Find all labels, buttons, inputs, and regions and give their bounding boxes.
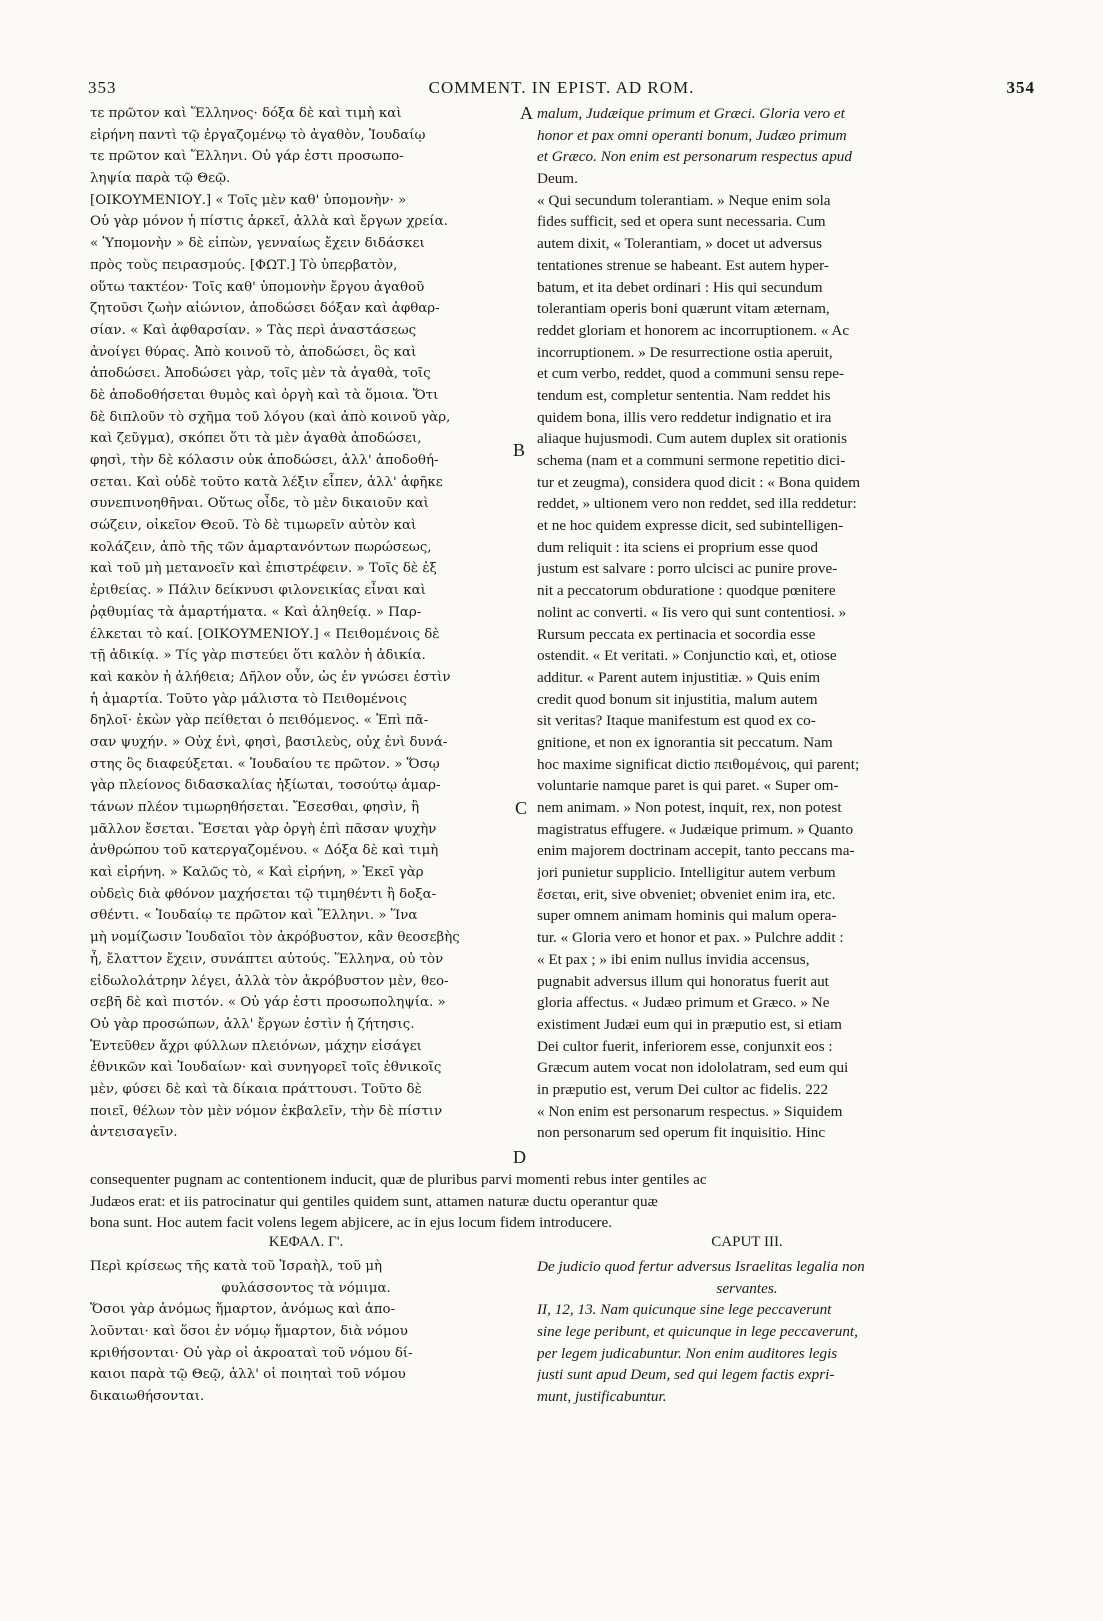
- text-line: ῥᾳθυμίας τὰ ἁμαρτήματα. « Καὶ ἀληθείᾳ. » Παρ-: [90, 604, 422, 620]
- text-line: συνεπινοηθῆναι. Οὕτως οἶδε, τὸ μὲν δικαιοῦν καὶ: [90, 496, 429, 512]
- text-line: σεται. Καὶ οὐδὲ τοῦτο κατὰ λέξιν εἶπεν, ἀλλ' ἀφῆκε: [90, 474, 443, 490]
- text-line: στης ὃς διαφεύξεται. « Ἰουδαίου τε πρῶτον. » Ὅσῳ: [90, 756, 440, 772]
- text-line: sit veritas? Itaque manifestum est quod ex co-: [537, 712, 816, 730]
- text-line: et cum verbo, reddet, quod a communi sensu repe-: [537, 365, 845, 383]
- text-line: ἐριθείας. » Πάλιν δείκνυσι φιλονεικίας εἶναι καὶ: [90, 583, 426, 599]
- text-line: τε πρῶτον καὶ Ἕλληνι. Οὐ γάρ ἐστι προσωπο-: [90, 149, 404, 165]
- text-line: Græcum autem vocat non idololatram, sed eum qui: [537, 1059, 849, 1077]
- text-line: δὲ διπλοῦν τὸ σχῆμα τοῦ λόγου (καὶ ἀπὸ κοινοῦ γὰρ,: [90, 409, 451, 425]
- text-line: ζητοῦσι ζωὴν αἰώνιον, ἀποδώσει δόξαν καὶ ἀφθαρ-: [90, 301, 440, 317]
- text-line: τε πρῶτον καὶ Ἕλληνος· δόξα δὲ καὶ τιμὴ καὶ: [90, 106, 402, 121]
- text-line: έλκεται τὸ καί. [ΟΙΚΟΥΜΕΝΙΟΥ.] « Πειθομένοις δὲ: [90, 626, 440, 642]
- text-line: « Et pax ; » ibi enim nullus invidia accensus,: [537, 950, 810, 968]
- text-line: « Ὑπομονὴν » δὲ εἰπὼν, γενναίως ἔχειν διδάσκει: [90, 236, 425, 252]
- text-line: καὶ εἰρήνη. » Καλῶς τὸ, « Καὶ εἰρήνη, » Ἐκεῖ γὰρ: [90, 865, 424, 881]
- text-line: existiment Judæi eum qui in præputio est, si etiam: [537, 1015, 842, 1033]
- text-line: καὶ κακὸν ἡ ἀλήθεια; Δῆλον οὖν, ὡς ἐν γνώσει ἐστὶν: [90, 669, 451, 685]
- text-line: γὰρ πλείονος διδασκαλίας ἠξίωται, τοσούτῳ ἁμαρ-: [90, 778, 441, 794]
- text-line: nit a peccatorum obduratione : quodque pœnitere: [537, 582, 836, 600]
- greek-chapter-text: [90, 1256, 522, 1408]
- text-line: ἀντεισαγεῖν.: [90, 1125, 178, 1141]
- text-line: in præputio est, verum Dei cultor ac fidelis. 222: [537, 1080, 829, 1098]
- text-line: φυλάσσοντος τὰ νόμιμα.: [221, 1280, 391, 1296]
- text-line: et Græco. Non enim est personarum respectus apud: [537, 148, 852, 166]
- text-line: σίαν. « Καὶ ἀφθαρσίαν. » Τὰς περὶ ἀναστάσεως: [90, 322, 417, 338]
- text-line: justum est salvare : porro ulcisci ac punire prove-: [537, 560, 838, 578]
- text-line: voluntarie namque paret is qui paret. « Super om-: [537, 777, 839, 795]
- text-line: Deum.: [537, 170, 578, 188]
- text-line: tendum est, completur sententia. Nam reddet his: [537, 386, 831, 404]
- text-line: Περὶ κρίσεως τῆς κατὰ τοῦ Ἰσραὴλ, τοῦ μὴ: [90, 1259, 383, 1274]
- text-line: καὶ ζεῦγμα), σκόπει ὅτι τὰ μὲν ἀγαθὰ ἀποδώσει,: [90, 431, 422, 447]
- text-line: καὶ τοῦ μὴ μετανοεῖν καὶ ἐπιστρέφειν. » Τοῖς δὲ ἐξ: [90, 561, 437, 577]
- text-line: credit quod bonum sit injustitia, malum autem: [537, 690, 818, 708]
- text-line: reddet gloriam et honorem ac incorruptionem. « Ac: [537, 321, 850, 339]
- text-line: ἀνοίγει θύρας. Ἀπὸ κοινοῦ τὸ, ἀποδώσει, ὃς καὶ: [90, 344, 417, 360]
- chapter-heading-latin: CAPUT III.: [711, 1234, 783, 1250]
- text-line: enim majorem doctrinam accepit, tanto peccans ma-: [537, 842, 855, 860]
- full-width-paragraph: [90, 1169, 960, 1234]
- text-line: Rursum peccata ex pertinacia et socordia esse: [537, 625, 816, 643]
- text-line: De judicio quod fertur adversus Israelitas legalia non: [537, 1258, 865, 1275]
- text-line: « Qui secundum tolerantiam. » Neque enim sola: [537, 191, 831, 209]
- text-line: οὐδεὶς διὰ φθόνον μαχήσεται τῷ τιμηθέντι ἢ δοξα-: [90, 886, 437, 902]
- text-line: ἀνθρώπου τοῦ κατεργαζομένου. « Δόξα δὲ καὶ τιμὴ: [90, 843, 439, 859]
- text-line: per legem judicabuntur. Non enim auditores legis: [537, 1344, 838, 1362]
- latin-chapter-text: [537, 1256, 957, 1408]
- text-line: bona sunt. Hoc autem facit volens legem abjicere, ac in ejus locum fidem introducere.: [90, 1214, 613, 1232]
- text-line: magistratus effugere. « Judæique primum. » Quanto: [537, 820, 854, 838]
- text-line: ποιεῖ, θέλων τὸν μὲν νόμον ἐκβαλεῖν, τὴν δὲ πίστιν: [90, 1103, 443, 1119]
- text-line: consequenter pugnam ac contentionem inducit, quæ de pluribus parvi momenti rebus inter gentiles ac: [90, 1171, 707, 1188]
- text-line: tolerantiam operis boni quærunt vitam æternam,: [537, 300, 830, 318]
- text-line: σώζειν, οἰκεῖον Θεοῦ. Τὸ δὲ τιμωρεῖν αὐτὸν καὶ: [90, 518, 417, 534]
- text-line: κριθήσονται· Οὐ γὰρ οἱ ἀκροαταὶ τοῦ νόμου δί-: [90, 1345, 413, 1361]
- text-line: jori punietur supplicio. Intelligitur autem verbum: [537, 864, 836, 882]
- page-number-left: 353: [88, 78, 117, 97]
- text-line: μὲν, φύσει δὲ καὶ τὰ δίκαια πράττουσι. Τοῦτο δὲ: [90, 1081, 422, 1097]
- text-line: sine lege peribunt, et quicunque in lege peccaverunt,: [537, 1323, 858, 1341]
- text-line: tur et zeugma), considera quod dicit : « Bona quidem: [537, 473, 861, 491]
- text-line: ληψία παρὰ τῷ Θεῷ.: [90, 171, 231, 187]
- section-marker-a: A: [520, 103, 533, 123]
- text-line: non personarum sed operum fit inquisitio. Hinc: [537, 1124, 826, 1142]
- text-line: nem animam. » Non potest, inquit, rex, non potest: [537, 799, 842, 816]
- text-line: καιοι παρὰ τῷ Θεῷ, ἀλλ' οἱ ποιηταὶ τοῦ νόμου: [90, 1367, 406, 1383]
- text-line: δὲ ἀποδοθήσεται θυμὸς καὶ ὀργὴ καὶ τὰ ὅμοια. Ὅτι: [90, 387, 439, 403]
- text-line: δικαιωθήσονται.: [90, 1389, 205, 1405]
- text-line: malum, Judæique primum et Græci. Gloria vero et: [537, 105, 845, 122]
- running-header: [88, 78, 1035, 104]
- text-line: σθέντι. « Ἰουδαίῳ τε πρῶτον καὶ Ἕλληνι. » Ἵνα: [90, 908, 418, 924]
- text-line: Οὐ γὰρ μόνον ἡ πίστις ἀρκεῖ, ἀλλὰ καὶ ἔργων χρεία.: [90, 214, 448, 230]
- text-line: φησὶ, τὴν δὲ κόλασιν οὐκ ἀποδώσει, ἀλλ' ἀποδοθή-: [90, 453, 439, 468]
- text-line: tur. « Gloria vero et honor et pax. » Pulchre addit :: [537, 929, 844, 947]
- text-line: [ΟΙΚΟΥΜΕΝΙΟΥ.] « Τοῖς μὲν καθ' ὑπομονὴν· »: [90, 192, 407, 208]
- text-line: ἐθνικῶν καὶ Ἰουδαίων· καὶ συνηγορεῖ τοῖς ἐθνικοῖς: [90, 1060, 442, 1076]
- text-line: Judæos erat: et iis patrocinatur qui gentiles quidem sunt, attamen naturæ ductu operantur quæ: [90, 1192, 658, 1210]
- text-line: II, 12, 13. Nam quicunque sine lege peccaverunt: [537, 1301, 832, 1319]
- section-marker-b: B: [513, 440, 526, 460]
- text-line: pugnabit adversus illum qui honoratus fuerit aut: [537, 972, 829, 990]
- text-line: μὴ νομίζωσιν Ἰουδαῖοι τὸν ἀκρόβυστον, κἂν θεοσεβὴς: [90, 930, 460, 946]
- text-line: δηλοῖ· ἑκὼν γὰρ πείθεται ὁ πειθόμενος. « Ἐπὶ πᾶ-: [90, 713, 429, 729]
- section-marker-c: C: [515, 798, 528, 818]
- text-line: tentationes strenue se habeant. Est autem hyper-: [537, 256, 829, 274]
- text-line: gloria affectus. « Judæo primum et Græco. » Ne: [537, 994, 830, 1012]
- text-line: additur. « Parent autem injustitiæ. » Quis enim: [537, 668, 821, 686]
- text-line: munt, justificabuntur.: [537, 1388, 667, 1406]
- text-line: Ἐντεῦθεν ἄχρι φύλλων πλειόνων, μάχην εἰσάγει: [90, 1038, 422, 1054]
- text-line: πρὸς τοὺς πειρασμούς. [ΦΩΤ.] Τὸ ὑπερβατὸν,: [90, 257, 398, 273]
- text-line: hoc maxime significat dictio πειθομένοις, qui parent;: [537, 755, 860, 773]
- running-title: COMMENT. IN EPIST. AD ROM.: [428, 78, 695, 97]
- text-line: quidem bona, illis vero reddetur indignatio et ira: [537, 408, 832, 426]
- text-line: ostendit. « Et veritati. » Conjunctio καὶ, et, otiose: [537, 647, 837, 665]
- text-line: σαν ψυχήν. » Οὐχ ἑνὶ, φησὶ, βασιλεὺς, οὐχ ἑνὶ δυνά-: [90, 734, 448, 750]
- latin-column: [537, 103, 957, 1144]
- text-line: μᾶλλον ἔσεται. Ἔσεται γὰρ ὀργὴ ἐπὶ πᾶσαν ψυχὴν: [90, 821, 437, 837]
- text-line: super omnem animam hominis qui malum opera-: [537, 907, 837, 925]
- text-line: ἔσεται, erit, sive obveniet; obveniet enim ira, etc.: [537, 885, 836, 903]
- text-line: reddet, » ultionem vero non reddet, sed illa reddetur:: [537, 495, 857, 513]
- text-line: τῇ ἀδικίᾳ. » Τίς γὰρ πιστεύει ὅτι καλὸν ἡ ἀδικία.: [90, 648, 426, 664]
- greek-column: [90, 103, 522, 1144]
- text-line: et ne hoc quidem expresse dicit, sed subintelligen-: [537, 517, 844, 535]
- text-line: schema (nam et a communi sermone repetitio dici-: [537, 452, 846, 469]
- text-line: τάνων πλέον τιμωρηθήσεται. Ἔσεσθαι, φησὶν, ἢ: [90, 800, 420, 815]
- text-line: fides sufficit, sed et opera sunt necessaria. Cum: [537, 213, 826, 231]
- text-line: justi sunt apud Deum, sed qui legem factis expri-: [537, 1366, 835, 1384]
- text-line: batum, et ita debet ordinari : His qui secundum: [537, 278, 823, 296]
- chapter-heading-greek: ΚΕΦΑΛ. Γ'.: [268, 1234, 344, 1250]
- text-line: honor et pax omni operanti bonum, Judæo primum: [537, 126, 847, 144]
- text-line: ἀποδώσει. Ἀποδώσει γὰρ, τοῖς μὲν τὰ ἀγαθὰ, τοῖς: [90, 366, 431, 382]
- text-line: Ὅσοι γὰρ ἀνόμως ἥμαρτον, ἀνόμως καὶ ἀπο-: [90, 1302, 396, 1318]
- text-line: κολάζειν, ἀπὸ τῆς τῶν ἁμαρτανόντων πωρώσεως,: [90, 539, 432, 555]
- text-line: nolint ac converti. « Iis vero qui sunt contentiosi. »: [537, 603, 847, 621]
- text-line: σεβῆ δὲ καὶ πιστόν. « Οὐ γάρ ἐστι προσωποληψία. »: [90, 995, 446, 1011]
- text-line: ἡ ἁμαρτία. Τοῦτο γὰρ μάλιστα τὸ Πειθομένοις: [90, 691, 407, 707]
- text-line: εἰρήνη παντὶ τῷ ἐργαζομένῳ τὸ ἀγαθὸν, Ἰουδαίῳ: [90, 127, 426, 143]
- text-line: λοῦνται· καὶ ὅσοι ἐν νόμῳ ἥμαρτον, διὰ νόμου: [90, 1324, 408, 1340]
- text-line: οὕτω τακτέον· Τοῖς καθ' ὑπομονὴν ἔργου ἀγαθοῦ: [90, 279, 425, 295]
- text-line: ἦ, ἔλαττον ἔχειν, συνάπτει αὐτούς. Ἕλληνα, οὐ τὸν: [90, 951, 444, 967]
- text-line: dum reliquit : ita sciens ei proprium esse quod: [537, 538, 818, 556]
- text-line: aliaque hujusmodi. Cum autem duplex sit orationis: [537, 430, 848, 448]
- text-line: autem dixit, « Tolerantiam, » docet ut adversus: [537, 235, 823, 253]
- text-line: Dei cultor fuerit, inferiorem esse, conjunxit eos :: [537, 1037, 833, 1055]
- text-line: servantes.: [716, 1279, 778, 1297]
- text-line: « Non enim est personarum respectus. » Siquidem: [537, 1102, 843, 1120]
- text-line: incorruptionem. » De resurrectione ostia aperuit,: [537, 343, 833, 361]
- text-line: εἰδωλολάτρην λέγει, ἀλλὰ τὸν ἀκρόβυστον μὲν, θεο-: [90, 973, 449, 989]
- text-line: Οὐ γὰρ προσώπων, ἀλλ' ἔργων ἐστὶν ἡ ζήτησις.: [90, 1016, 415, 1032]
- text-line: gnitione, et non ex ignorantia sit peccatum. Nam: [537, 733, 833, 751]
- section-marker-d: D: [513, 1147, 526, 1167]
- page-number-right: 354: [1006, 78, 1035, 97]
